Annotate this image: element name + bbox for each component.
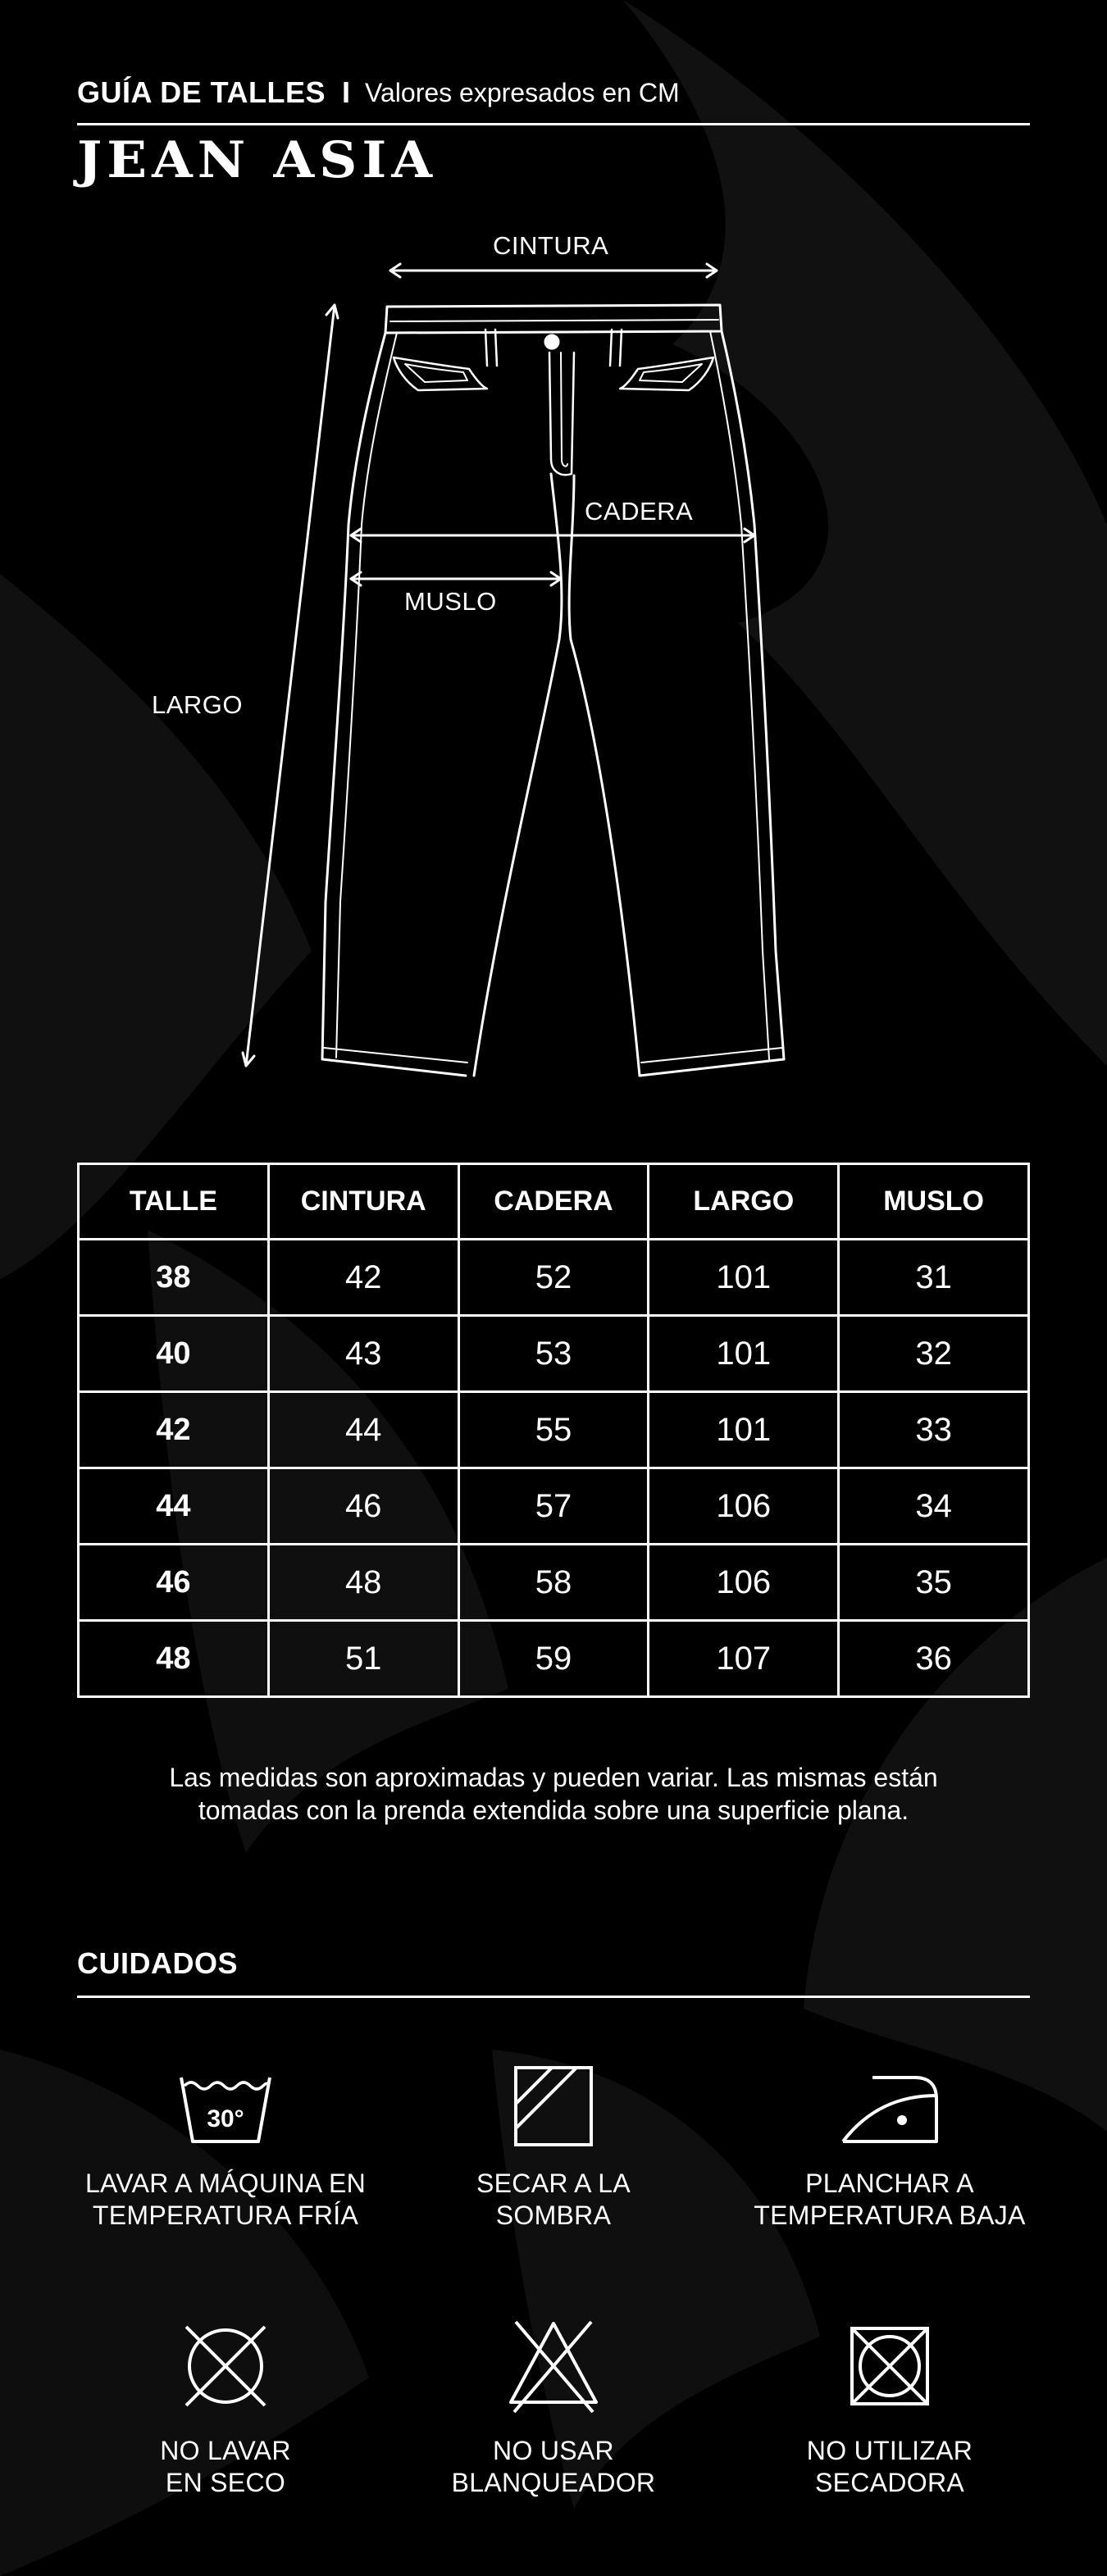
table-row (79, 1545, 1029, 1621)
header-muslo: MUSLO (839, 1164, 1029, 1240)
iron-low-icon (836, 2066, 943, 2148)
header-cintura: CINTURA (268, 1164, 458, 1240)
cell-cadera: 52 (458, 1240, 649, 1316)
guide-title: GUÍA DE TALLES (77, 75, 326, 109)
cell-talle: 48 (79, 1621, 269, 1697)
measurement-note (77, 1761, 1030, 1827)
care-label-line: SECAR A LA (476, 2169, 631, 2198)
jeans-measurement-diagram (0, 221, 1107, 1090)
label-largo: LARGO (152, 690, 244, 719)
note-line-1: Las medidas son aproximadas y pueden variar. Las mismas están (169, 1763, 938, 1792)
cell-cadera: 57 (458, 1468, 649, 1545)
cell-largo: 107 (649, 1621, 839, 1697)
care-label-no-bleach (390, 2435, 718, 2499)
care-label-line: TEMPERATURA FRÍA (92, 2201, 359, 2230)
cell-cadera: 59 (458, 1621, 649, 1697)
care-label-line: LAVAR A MÁQUINA EN (84, 2169, 367, 2198)
care-label-line: NO LAVAR (160, 2436, 291, 2465)
wash-30-icon (176, 2066, 275, 2148)
size-table (77, 1163, 1030, 1698)
cell-cintura: 42 (268, 1240, 458, 1316)
product-title: JEAN ASIA (77, 130, 437, 190)
care-item-iron (726, 2066, 1054, 2232)
cell-largo: 101 (649, 1392, 839, 1468)
guide-header (77, 71, 1030, 125)
header-divider (77, 123, 1030, 125)
no-bleach-icon (504, 2317, 603, 2415)
care-label-no-tumble-dry (726, 2435, 1054, 2499)
care-label-line: NO UTILIZAR (806, 2436, 973, 2465)
care-item-dry-shade (390, 2066, 718, 2232)
care-label-line: SOMBRA (495, 2201, 612, 2230)
cell-largo: 106 (649, 1545, 839, 1621)
guide-subtitle: Valores expresados en CM (365, 77, 680, 107)
cell-largo: 101 (649, 1316, 839, 1392)
care-label-iron (726, 2168, 1054, 2232)
cell-cintura: 43 (268, 1316, 458, 1392)
dry-shade-icon (504, 2066, 603, 2148)
label-cintura: CINTURA (493, 231, 609, 260)
cell-muslo: 35 (839, 1545, 1029, 1621)
title-separator: I (342, 75, 351, 109)
care-label-wash (61, 2168, 390, 2232)
label-muslo: MUSLO (404, 587, 497, 616)
cell-muslo: 33 (839, 1392, 1029, 1468)
cell-talle: 46 (79, 1545, 269, 1621)
cell-muslo: 36 (839, 1621, 1029, 1697)
care-item-wash (61, 2066, 390, 2232)
label-cadera: CADERA (585, 497, 694, 526)
cell-talle: 42 (79, 1392, 269, 1468)
care-item-no-tumble-dry (726, 2317, 1054, 2499)
cell-cintura: 44 (268, 1392, 458, 1468)
cell-cadera: 55 (458, 1392, 649, 1468)
care-label-no-dry-clean (61, 2435, 390, 2499)
care-divider (77, 1996, 1030, 1998)
no-tumble-dry-icon (840, 2317, 939, 2415)
care-label-line: SECADORA (815, 2468, 964, 2497)
care-label-line: PLANCHAR A (805, 2169, 974, 2198)
cell-talle: 40 (79, 1316, 269, 1392)
cell-cintura: 46 (268, 1468, 458, 1545)
note-line-2: tomadas con la prenda extendida sobre una superficie plana. (198, 1795, 909, 1825)
cell-muslo: 31 (839, 1240, 1029, 1316)
care-label-dry-shade (390, 2168, 718, 2232)
table-row (79, 1316, 1029, 1392)
cell-talle: 44 (79, 1468, 269, 1545)
cell-largo: 101 (649, 1240, 839, 1316)
no-dry-clean-icon (176, 2317, 275, 2415)
wash-temp-text: 30° (207, 2105, 244, 2132)
header-cadera: CADERA (458, 1164, 649, 1240)
table-row (79, 1240, 1029, 1316)
cell-cadera: 58 (458, 1545, 649, 1621)
care-label-line: BLANQUEADOR (451, 2468, 656, 2497)
cell-cintura: 48 (268, 1545, 458, 1621)
cell-largo: 106 (649, 1468, 839, 1545)
cell-muslo: 34 (839, 1468, 1029, 1545)
care-label-line: EN SECO (165, 2468, 286, 2497)
cell-talle: 38 (79, 1240, 269, 1316)
cell-cadera: 53 (458, 1316, 649, 1392)
cell-cintura: 51 (268, 1621, 458, 1697)
cell-muslo: 32 (839, 1316, 1029, 1392)
table-row (79, 1392, 1029, 1468)
jeans-outline-illustration (0, 221, 1107, 1090)
table-row (79, 1621, 1029, 1697)
care-label-line: NO USAR (493, 2436, 614, 2465)
header-talle: TALLE (79, 1164, 269, 1240)
care-section-title: CUIDADOS (77, 1946, 239, 1980)
care-item-no-bleach (390, 2317, 718, 2499)
care-item-no-dry-clean (61, 2317, 390, 2499)
table-row (79, 1468, 1029, 1545)
care-label-line: TEMPERATURA BAJA (754, 2201, 1026, 2230)
table-header-row (79, 1164, 1029, 1240)
header-largo: LARGO (649, 1164, 839, 1240)
